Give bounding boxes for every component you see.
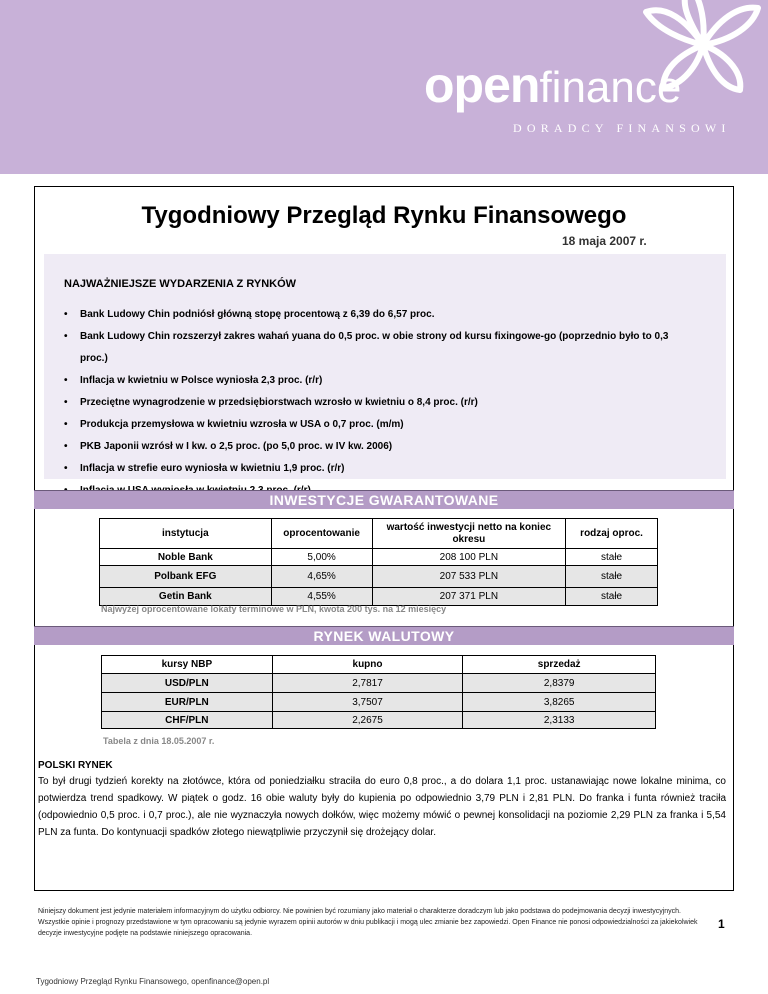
investments-note: Najwyżej oprocentowane lokaty terminowe w PLN, kwota 200 tys. na 12 miesięcy	[101, 604, 447, 614]
brand-name-bold: open	[424, 57, 540, 113]
page-title: Tygodniowy Przegląd Rynku Finansowego	[141, 202, 627, 229]
table-cell: Polbank EFG	[100, 566, 272, 588]
list-item: • Bank Ludowy Chin podniósł główną stopę procentową z 6,39 do 6,57 proc.	[62, 304, 678, 326]
column-header: kupno	[272, 656, 463, 674]
table-header-row	[100, 519, 658, 549]
list-item: • Inflacja w strefie euro wyniosła w kwietniu 1,9 proc. (r/r)	[62, 458, 678, 480]
table-cell: 2,2675	[272, 712, 463, 729]
investments-section-header: INWESTYCJE GWARANTOWANE	[34, 490, 734, 509]
table-cell: 207 533 PLN	[372, 566, 566, 588]
disclaimer: Niniejszy dokument jest jedynie materiałem informacyjnym do użytku odbiorcy. Nie powinien być rozumiany jako materiał o charakterze doradczym lub jako podstawa do podejmowania decyzji inwestycyjnych. Wszystkie opinie i prognozy przedstawione w tym opracowaniu są jedynie wyrazem opinii autorów w dniu publikacji i mogą ulec zmianie bez zapowiedzi. Open Finance nie ponosi odpowiedzialności za jakiekolwiek decyzje inwestycyjne podjęte na podstawie niniejszego opracowania.	[38, 908, 698, 937]
list-item: • PKB Japonii wzrósł w I kw. o 2,5 proc. (po 5,0 proc. w IV kw. 2006)	[62, 436, 678, 458]
list-item: • Inflacja w kwietniu w Polsce wyniosła 2,3 proc. (r/r)	[62, 370, 678, 392]
column-header: rodzaj oproc.	[566, 519, 658, 549]
table-cell: stałe	[566, 566, 658, 588]
key-events-list	[62, 304, 678, 502]
table-cell: CHF/PLN	[102, 712, 273, 729]
table-row	[100, 588, 658, 606]
table-cell: Getin Bank	[100, 588, 272, 606]
column-header: oprocentowanie	[271, 519, 372, 549]
table-cell: 5,00%	[271, 549, 372, 566]
table-cell: USD/PLN	[102, 674, 273, 693]
table-cell: 3,7507	[272, 693, 463, 712]
table-row	[100, 549, 658, 566]
brand-tagline: DORADCY FINANSOWI	[513, 121, 731, 135]
table-cell: 208 100 PLN	[372, 549, 566, 566]
column-header: instytucja	[100, 519, 272, 549]
header-banner	[0, 0, 768, 174]
table-cell: 4,65%	[271, 566, 372, 588]
column-header: sprzedaż	[463, 656, 656, 674]
table-cell: 4,55%	[271, 588, 372, 606]
footer: Tygodniowy Przegląd Rynku Finansowego, openfinance@open.pl	[36, 977, 270, 986]
table-row	[102, 712, 656, 729]
key-events-box	[44, 254, 726, 479]
list-item: • Przeciętne wynagrodzenie w przedsiębiorstwach wzrosło w kwietniu o 8,4 proc. (r/r)	[62, 392, 678, 414]
investments-table	[99, 518, 658, 606]
list-item: • Bank Ludowy Chin rozszerzył zakres wahań yuana do 0,5 proc. w obie strony od kursu fixingowe-go (poprzednio było to 0,3 proc.)	[62, 326, 678, 370]
brand-name-light: finance	[539, 63, 682, 112]
fx-rates-table	[101, 655, 656, 729]
table-header-row	[102, 656, 656, 674]
table-row	[100, 566, 658, 588]
table-cell: EUR/PLN	[102, 693, 273, 712]
column-header: kursy NBP	[102, 656, 273, 674]
table-row	[102, 693, 656, 712]
page-number: 1	[718, 917, 725, 931]
table-row	[102, 674, 656, 693]
polish-market-text: To był drugi tydzień korekty na złotówce, która od poniedziałku straciła do euro 0,8 proc., a do dolara 1,1 proc. ustanawiając nowe lokalne minima, co potwierdza trend spadkowy. W piątek o godz. 16 obie waluty były do kupienia po odpowiednio 3,79 PLN i 2,81 PLN. Do franka i funta również traciła (odpowiednio 0,5 proc. i 0,7 proc.), ale nie wyznaczyła nowych dołków, więc możemy mówić o pewnej konsolidacji na poziomie 2,29 PLN za franka i 5,54 PLN za funta. Do kontynuacji spadków złotego niewątpliwie przyczynił się drożejący dolar.	[38, 776, 726, 838]
brand-logo	[424, 56, 681, 114]
column-header: wartość inwestycji netto na koniec okresu	[372, 519, 566, 549]
table-cell: 2,8379	[463, 674, 656, 693]
polish-market-heading: POLSKI RYNEK	[38, 760, 113, 771]
table-cell: 3,8265	[463, 693, 656, 712]
fx-section-header: RYNEK WALUTOWY	[34, 626, 734, 645]
table-cell: stałe	[566, 549, 658, 566]
table-cell: 207 371 PLN	[372, 588, 566, 606]
table-cell: Noble Bank	[100, 549, 272, 566]
list-item: • Produkcja przemysłowa w kwietniu wzrosła w USA o 0,7 proc. (m/m)	[62, 414, 678, 436]
table-cell: 2,3133	[463, 712, 656, 729]
table-cell: 2,7817	[272, 674, 463, 693]
report-date: 18 maja 2007 r.	[562, 234, 647, 248]
table-cell: stałe	[566, 588, 658, 606]
key-events-heading: NAJWAŻNIEJSZE WYDARZENIA Z RYNKÓW	[64, 278, 297, 290]
fx-note: Tabela z dnia 18.05.2007 r.	[103, 736, 215, 746]
